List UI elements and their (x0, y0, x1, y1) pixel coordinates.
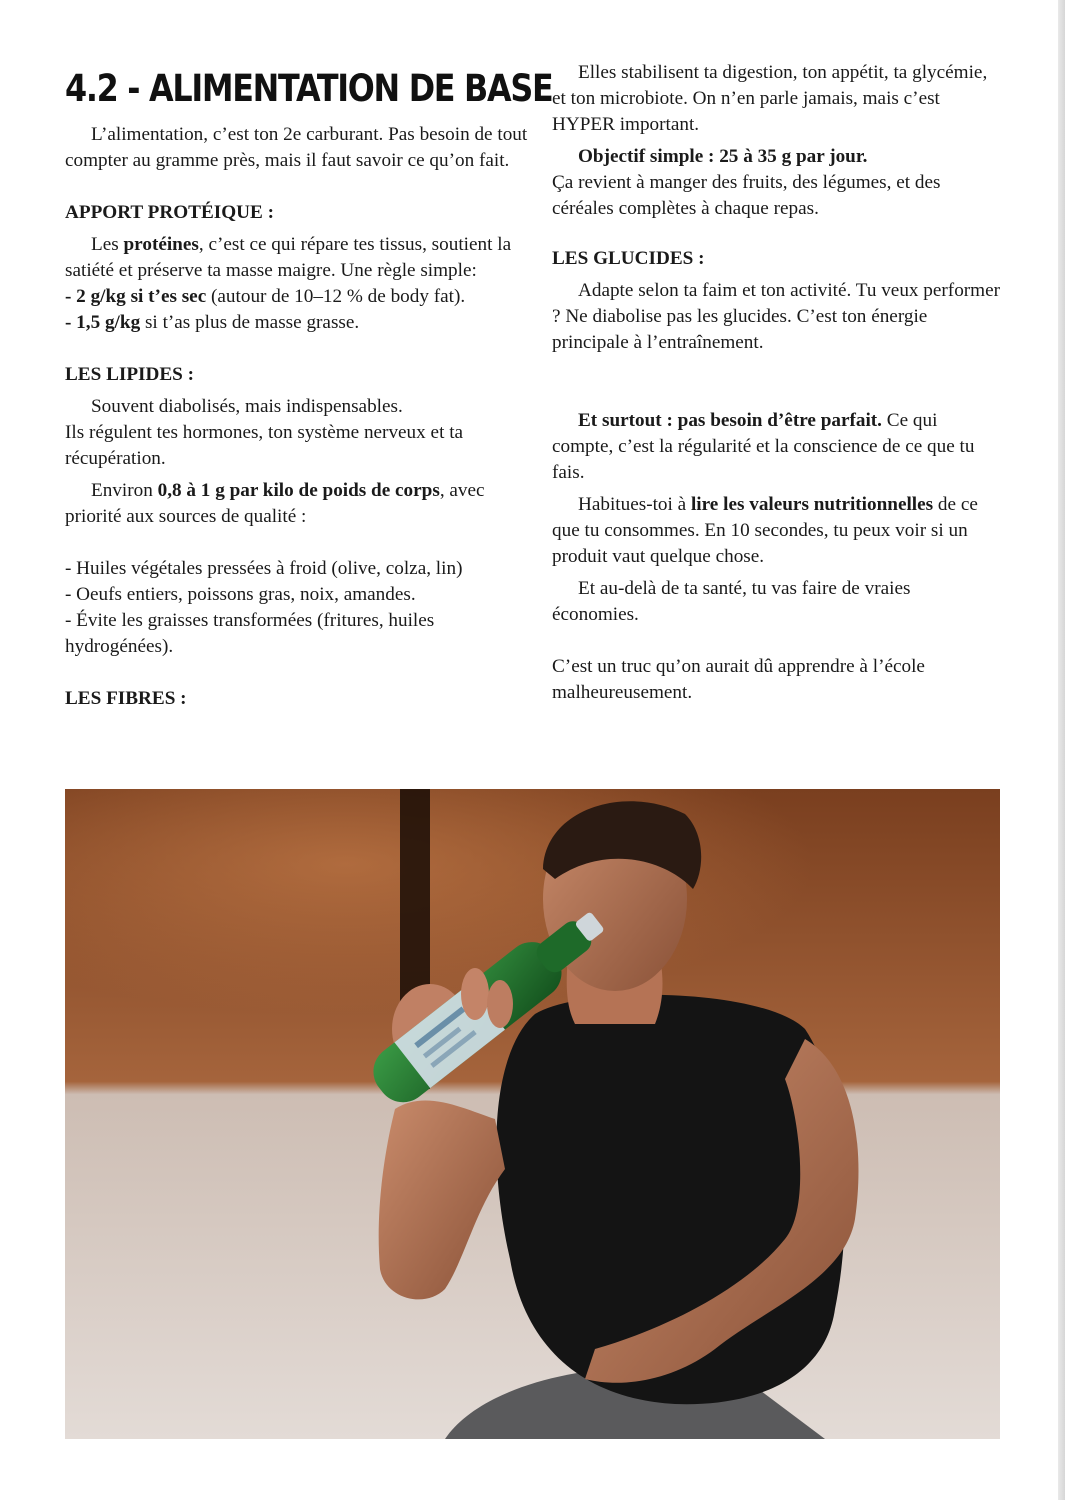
lipids-paragraph-3: Environ 0,8 à 1 g par kilo de poids de corps, avec priorité aux sources de qualité : (65, 480, 485, 527)
carbs-paragraph: Adapte selon ta faim et ton activité. Tu veux performer ? Ne diabolise pas les glucides. C’est ton énergie principale à l’entraînement. (552, 280, 1001, 353)
page-title: 4.2 - ALIMENTATION DE BASE (65, 67, 553, 110)
athlete-drinking-photo (65, 789, 1000, 1439)
right-column (552, 60, 1002, 706)
protein-rule-fat: - 1,5 g/kg si t’as plus de masse grasse. (65, 312, 360, 333)
fibers-paragraph-2: Ça revient à manger des fruits, des légumes, et des céréales complètes à chaque repas. (552, 172, 941, 219)
fibers-heading: LES FIBRES : (65, 688, 187, 709)
closing-paragraph-4: C’est un truc qu’on aurait dû apprendre à l’école malheureusement. (552, 656, 925, 703)
protein-rule-lean: - 2 g/kg si t’es sec (autour de 10–12 % de body fat). (65, 286, 466, 307)
fibers-objective: Objectif simple : 25 à 35 g par jour. (578, 146, 868, 167)
fibers-paragraph: Elles stabilisent ta digestion, ton appétit, ta glycémie, et ton microbiote. On n’en parle jamais, mais c’est HYPER important. (552, 62, 988, 135)
lipids-list-item: - Évite les graisses transformées (fritures, huiles hydrogénées). (65, 610, 435, 657)
closing-paragraph-2: Habitues-toi à lire les valeurs nutritionnelles de ce que tu consommes. En 10 secondes, tu peux voir si un produit vaut quelque chose. (552, 494, 978, 567)
lipids-heading: LES LIPIDES : (65, 364, 195, 385)
lipids-list-item: - Huiles végétales pressées à froid (olive, colza, lin) (65, 558, 463, 579)
carbs-heading: LES GLUCIDES : (552, 248, 705, 269)
lipids-paragraph-1: Souvent diabolisés, mais indispensables. (91, 396, 403, 417)
closing-paragraph-3: Et au-delà de ta santé, tu vas faire de vraies économies. (552, 578, 911, 625)
protein-paragraph: Les protéines, c’est ce qui répare tes tissus, soutient la satiété et préserve ta masse maigre. Une règle simple: (65, 234, 512, 281)
lipids-list-item: - Oeufs entiers, poissons gras, noix, amandes. (65, 584, 416, 605)
intro-paragraph: L’alimentation, c’est ton 2e carburant. Pas besoin de tout compter au gramme près, mais il faut savoir ce qu’on fait. (65, 124, 528, 171)
lipids-paragraph-2: Ils régulent tes hormones, ton système nerveux et ta récupération. (65, 422, 464, 469)
page-edge (1058, 0, 1065, 1500)
closing-paragraph-1: Et surtout : pas besoin d’être parfait. Ce qui compte, c’est la régularité et la conscience de ce que tu fais. (552, 410, 975, 483)
protein-heading: APPORT PROTÉIQUE : (65, 202, 274, 223)
left-column (65, 60, 553, 712)
